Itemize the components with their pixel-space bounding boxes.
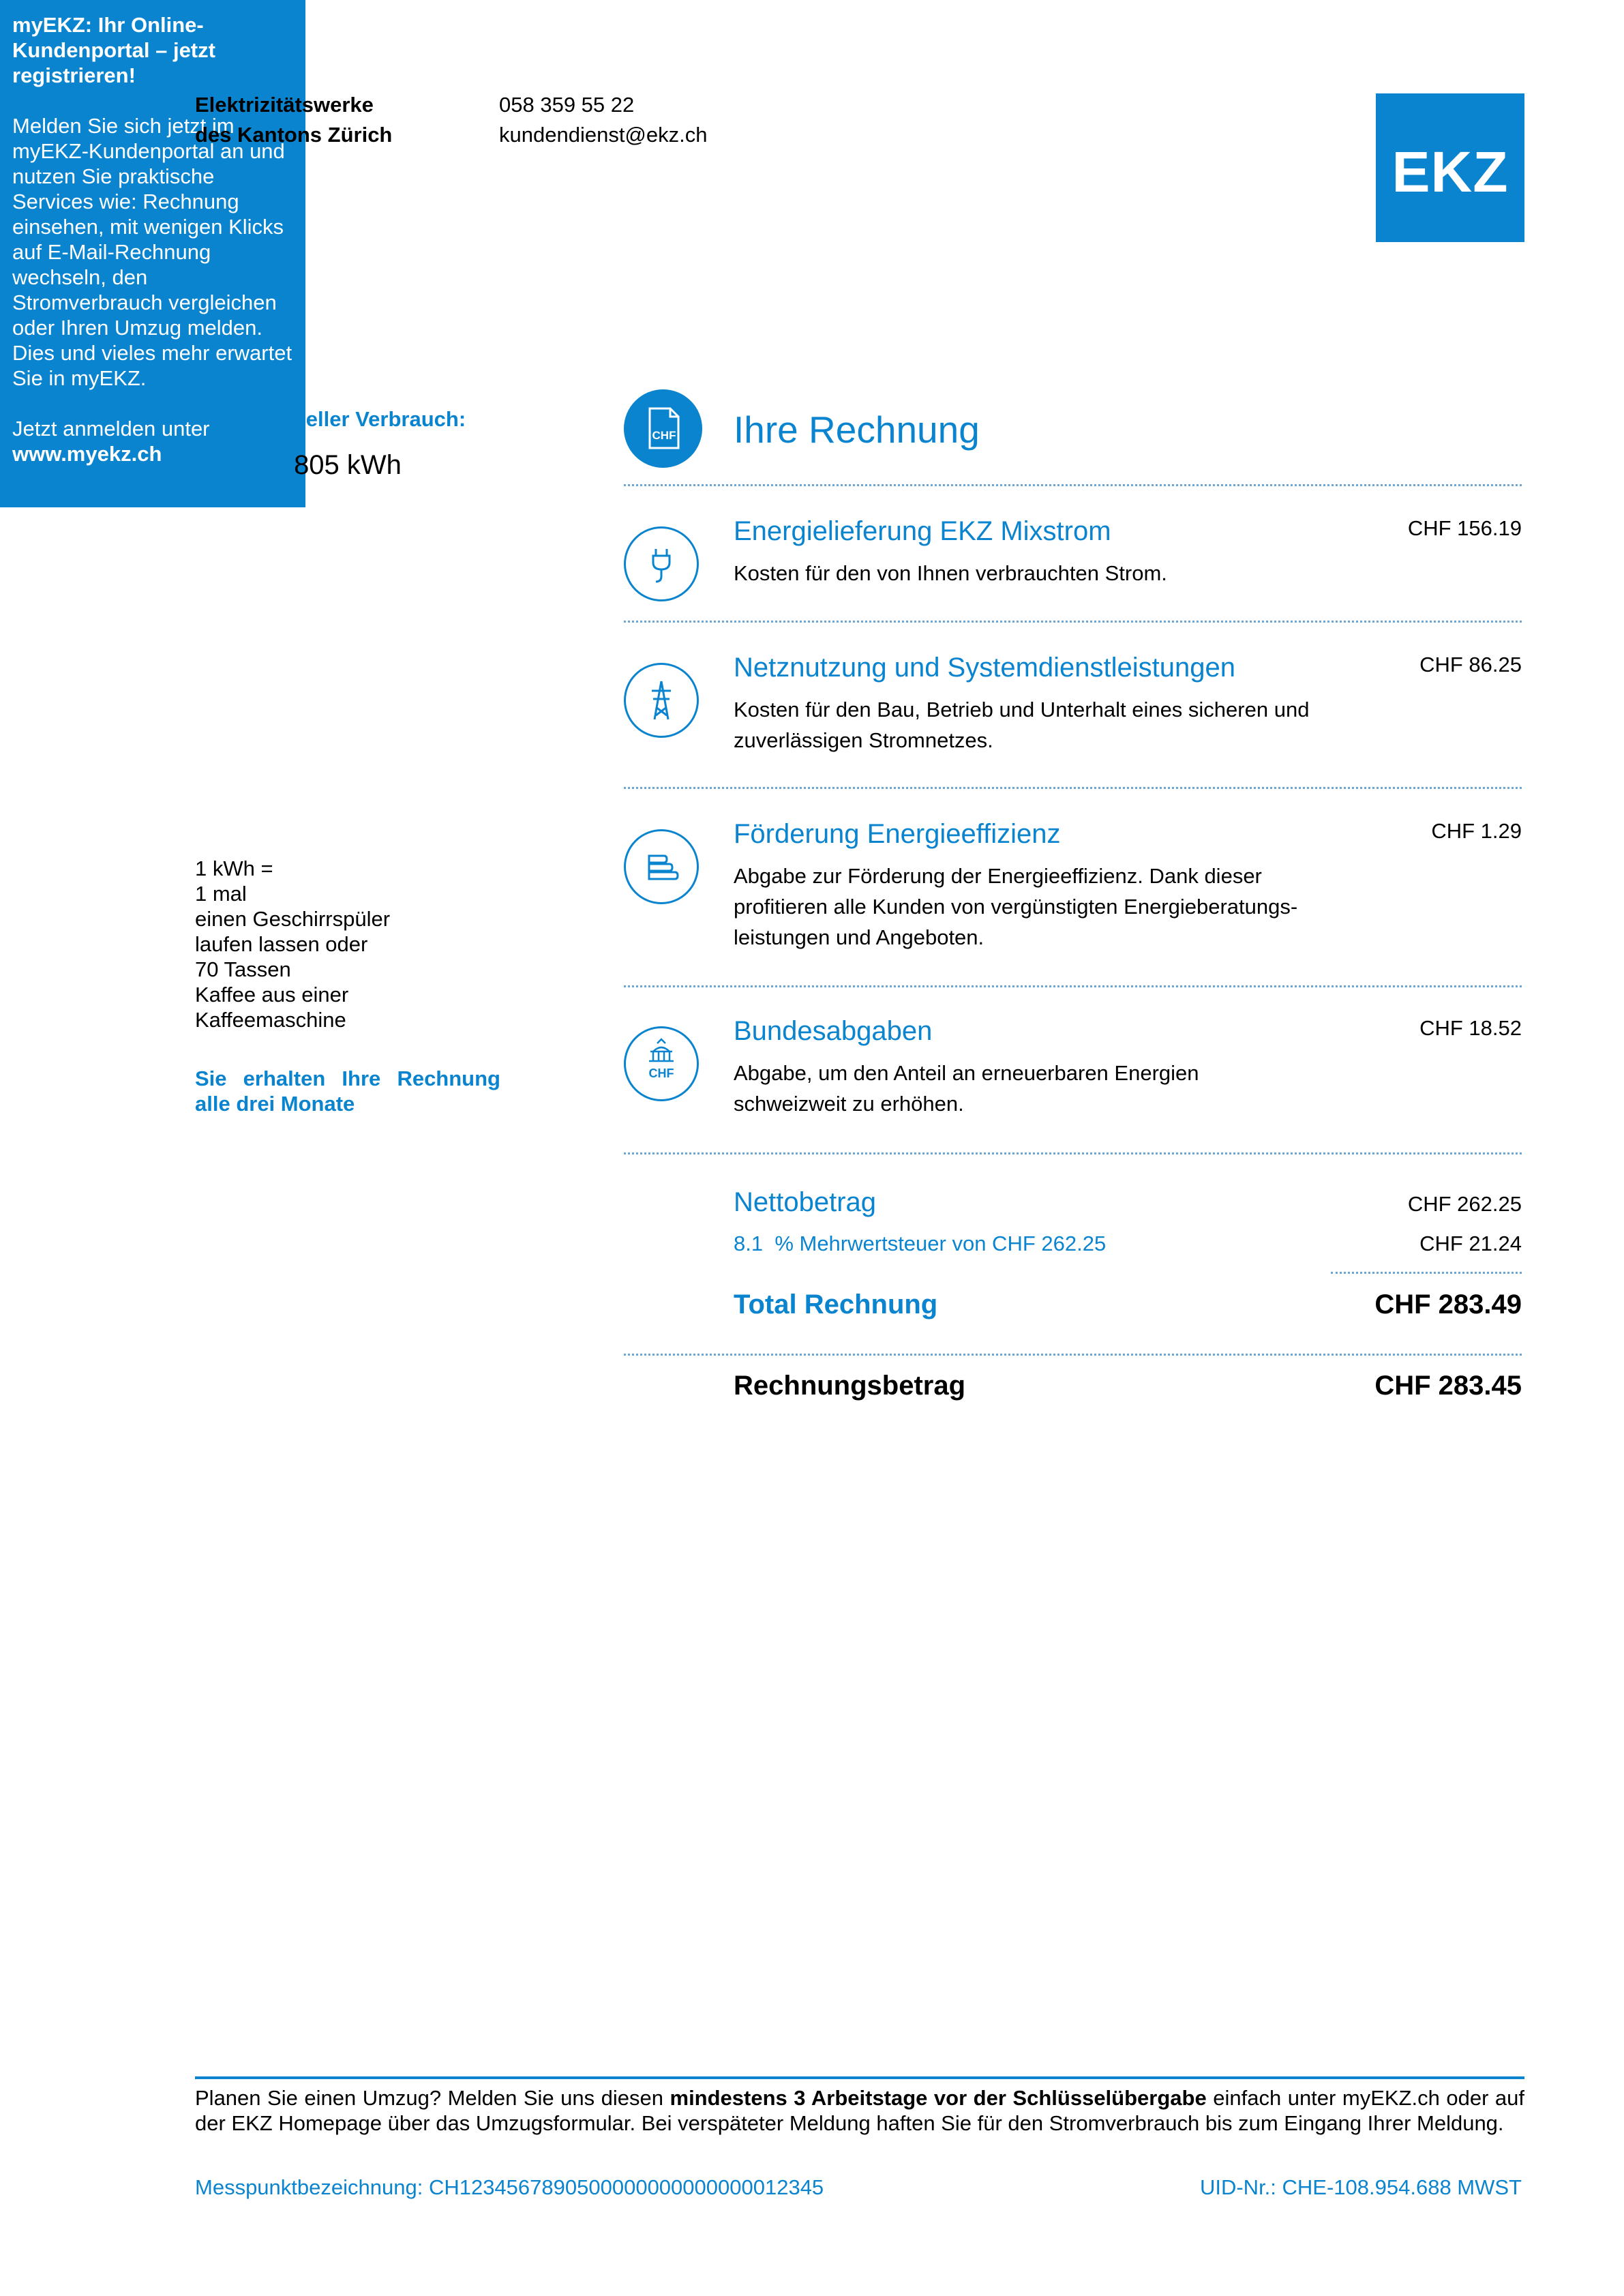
stacked-bars-icon [624,829,699,904]
divider [624,484,1522,486]
promo-url-link[interactable]: www.myekz.ch [12,442,162,466]
svg-text:CHF: CHF [648,1067,674,1080]
company-name-line2: des Kantons Zürich [195,123,393,147]
contact-email: kundendienst@ekz.ch [499,123,708,147]
equivalence-line: Kaffeemaschine [195,1008,346,1032]
equivalence-line: 70 Tassen [195,957,291,981]
divider [624,787,1522,789]
item-title-energy: Energielieferung EKZ Mixstrom [734,516,1111,546]
footer-rule [195,2076,1524,2079]
document-chf-icon [624,389,702,468]
item-desc-efficiency: Abgabe zur Förderung der Energieeffizienz. Dank dieser profitieren alle Kunden von vergünstigten Energieberatungs-leistungen und Angeboten. [734,864,1298,949]
svg-text:CHF: CHF [652,429,676,442]
company-name [195,90,392,150]
net-label: Nettobetrag [734,1187,877,1217]
billing-frequency-note [195,1066,500,1116]
item-amount-efficiency: CHF 1.29 [1431,819,1522,843]
equivalence-line: einen Geschirrspüler [195,907,391,931]
invoice-title: Ihre Rechnung [734,408,980,451]
item-title-federal: Bundesabgaben [734,1016,933,1046]
promo-body: Melden Sie sich jetzt im myEKZ-Kundenportal an und nutzen Sie praktische Services wie: Rechnung einsehen, mit wenigen Klicks auf E-Mail-Rechnung wechseln, den Stromverbrauch vergleichen oder Ihren Umzug melden. Dies und vieles mehr erwartet Sie in myEKZ. [12,114,292,390]
frequency-line1: Sie erhalten Ihre Rechnung [195,1067,500,1090]
contact-info [499,90,708,150]
vat-label: 8.1 % Mehrwertsteuer von CHF 262.25 [734,1232,1107,1255]
divider [624,985,1522,987]
item-desc-energy: Kosten für den von Ihnen verbrauchten Strom. [734,561,1167,585]
footer-note-emphasis: mindestens 3 Arbeitstage vor der Schlüsselübergabe [670,2086,1207,2110]
divider [624,621,1522,623]
footer-note-text: einfach unter myEKZ.ch oder auf der EKZ Homepage über das Umzugsformular. Bei verspäteter Meldung haften Sie für den Stromverbrauch bis zum Eingang Ihrer Meldung. [195,2086,1524,2135]
federal-building-icon [624,1026,699,1101]
frequency-line2: alle drei Monate [195,1092,355,1116]
item-title-grid: Netznutzung und Systemdienstleistungen [734,653,1236,683]
subtotal-divider [1331,1272,1522,1274]
company-name-line1: Elektrizitätswerke [195,93,374,117]
ekz-logo: EKZ [1376,93,1524,242]
item-amount-energy: CHF 156.19 [1407,516,1522,540]
item-desc-grid: Kosten für den Bau, Betrieb und Unterhalt eines sicheren und zuverlässigen Stromnetzes. [734,698,1310,752]
footer-note-text: Planen Sie einen Umzug? Melden Sie uns diesen [195,2086,670,2110]
promo-title: myEKZ: Ihr Online-Kundenportal – jetzt registrieren! [12,13,215,87]
consumption-value: 805 kWh [294,450,402,480]
total-label: Total Rechnung [734,1289,938,1320]
item-title-efficiency: Förderung Energieeffizienz [734,819,1061,849]
net-amount: CHF 262.25 [1407,1192,1522,1216]
invoice-document-icon [624,389,702,468]
vat-amount: CHF 21.24 [1419,1232,1522,1255]
plug-icon [624,526,699,601]
equivalence-line: Kaffee aus einer [195,983,349,1007]
divider [624,1152,1522,1154]
invoice-amount-label: Rechnungsbetrag [734,1371,966,1401]
invoice-amount: CHF 283.45 [1374,1371,1522,1401]
promo-cta: Jetzt anmelden unter [12,417,210,441]
item-amount-grid: CHF 86.25 [1419,653,1522,676]
consumption-label: Ihr aktueller Verbrauch: [229,407,466,431]
divider [624,1354,1522,1356]
power-pylon-icon [624,663,699,738]
equivalence-line: 1 mal [195,882,247,906]
equivalence-line: 1 kWh = [195,856,273,880]
item-desc-federal: Abgabe, um den Anteil an erneuerbaren Energien schweizweit zu erhöhen. [734,1061,1199,1116]
metering-point-id: Messpunktbezeichnung: CH1234567890500000000000000012345 [195,2175,824,2199]
footer-moving-note [195,2085,1524,2136]
kwh-equivalence [195,856,390,1032]
total-amount: CHF 283.49 [1374,1289,1522,1320]
contact-phone: 058 359 55 22 [499,93,635,117]
uid-number: UID-Nr.: CHE-108.954.688 MWST [1199,2175,1522,2199]
equivalence-line: laufen lassen oder [195,932,368,956]
item-amount-federal: CHF 18.52 [1419,1016,1522,1040]
